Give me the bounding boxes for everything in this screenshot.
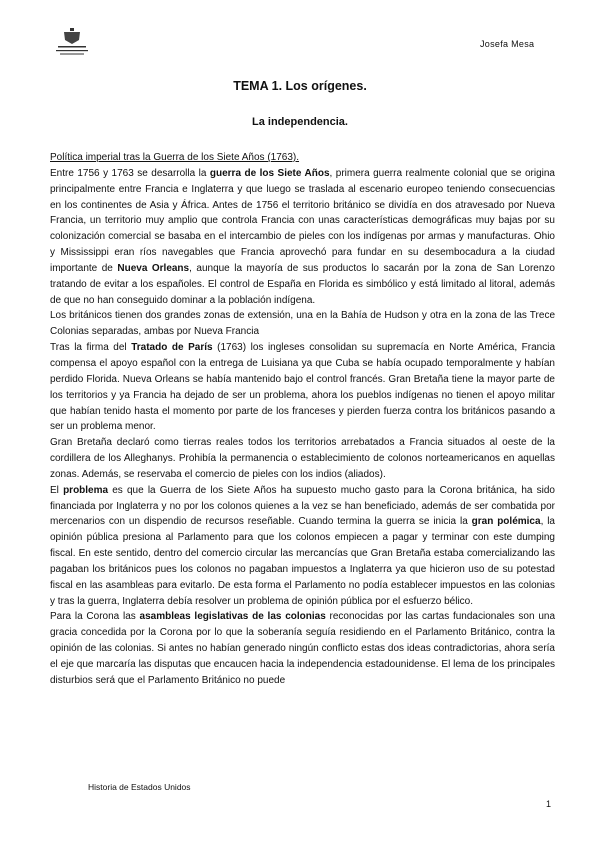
paragraph-5: El problema es que la Guerra de los Siete Años ha supuesto mucho gasto para la Corona británica, ha sido financiada por Inglaterra y no por los colonos quienes a la vez se han beneficiado, además de ser combatida por mercenarios con un dispendio de recursos reseñable. Cuando termina la guerra se inicia la gran polémica, la opinión pública presiona al Parlamento para que los colonos empiecen a pagar y terminar con este dumping fiscal. En este sentido, dentro del comercio circular las mercancías que Gran Bretaña estaba comercializando las pagaban los británicos pues los colonos no pagaban impuestos a Inglaterra ya que hicieron uso de su potestad fiscal en las asambleas para evitarlo. De esta forma el Parlamento no podía establecer impuestos en las colonias y tras la guerra, Inglaterra debía resolver un problema de opinión pública por el esfuerzo bélico. xyxy=(50,484,555,607)
university-logo xyxy=(52,26,92,60)
page-number: 1 xyxy=(546,799,552,809)
paragraph-4: Gran Bretaña declaró como tierras reales todos los territorios arrebatados a Francia situados al oeste de la cordillera de los Alleghanys. Prohibía la permanencia o establecimiento de colonos norteamericanos en aquellas zonas. Además, se reservaba el comercio de pieles con los indios (aliados). xyxy=(50,437,555,480)
author-name: Josefa Mesa xyxy=(480,39,535,49)
footer-course: Historia de Estados Unidos xyxy=(88,782,191,792)
paragraph-2: Los británicos tienen dos grandes zonas de extensión, una en la Bahía de Hudson y otra en la zona de las Trece Colonias separadas, ambas por Nueva Francia xyxy=(50,310,555,338)
paragraph-3: Tras la firma del Tratado de París (1763) los ingleses consolidan su supremacía en Norte América, Francia compensa el apoyo español con la entrega de Luisiana ya que Cuba se había ocupado temporalmente y habían perdido Florida. Nueva Orleans se había mantenido bajo el control francés. Gran Bretaña tiene la mayor parte de los territorios y ya Francia ha dejado de ser un problema, ahora los pueblos indígenas no tienen el apoyo militar que habían tenido hasta el momento por parte de los franceses y pierden fuerza contra los británicos pasando a ser un problema menor. xyxy=(50,342,556,433)
paragraph-1: Entre 1756 y 1763 se desarrolla la guerra de los Siete Años, primera guerra realmente colonial que se origina principalmente entre Francia e Inglaterra y que luego se traslada al escenario europeo teniendo consecuencias en los continentes de Asia y África. Antes de 1756 el territorio británico se dividía en dos atravesado por Nueva Francia, un territorio muy amplio que controla Francia con unas características demográficas muy bajas por su colonización comercial se basaba en el intercambio de pieles con los indígenas por armas y manufacturas. Ohio y Mississippi eran ríos navegables que Francia aprovechó para fundar en su desembocadura a la ciudad importante de Nueva Orleans, aunque la mayoría de sus productos lo sacarán por la zona de San Lorenzo tratando de evitar a los españoles. El control de España en Florida es simbólico y está limitado al litoral, además de que no han conseguido dominar a la población indígena. xyxy=(50,167,555,306)
section-heading: Política imperial tras la Guerra de los Siete Años (1763). xyxy=(50,152,300,163)
document-body xyxy=(50,150,555,689)
page-title: TEMA 1. Los orígenes. xyxy=(233,79,367,93)
paragraph-6: Para la Corona las asambleas legislativas de las colonias reconocidas por las cartas fundacionales son una gracia concedida por la Corona por lo que la soberanía seguía residiendo en el Parlamento Británico, contra la opinión de las colonias. Si antes no habían generado ningún conflicto estas dos ideas contradictorias, ahora sería el eje que marcaría las disputas que encaucen hacia la independencia estadounidense. El lema de los principales disturbios será que el Parlamento Británico no puede xyxy=(50,611,556,686)
page-subtitle: La independencia. xyxy=(252,116,348,128)
